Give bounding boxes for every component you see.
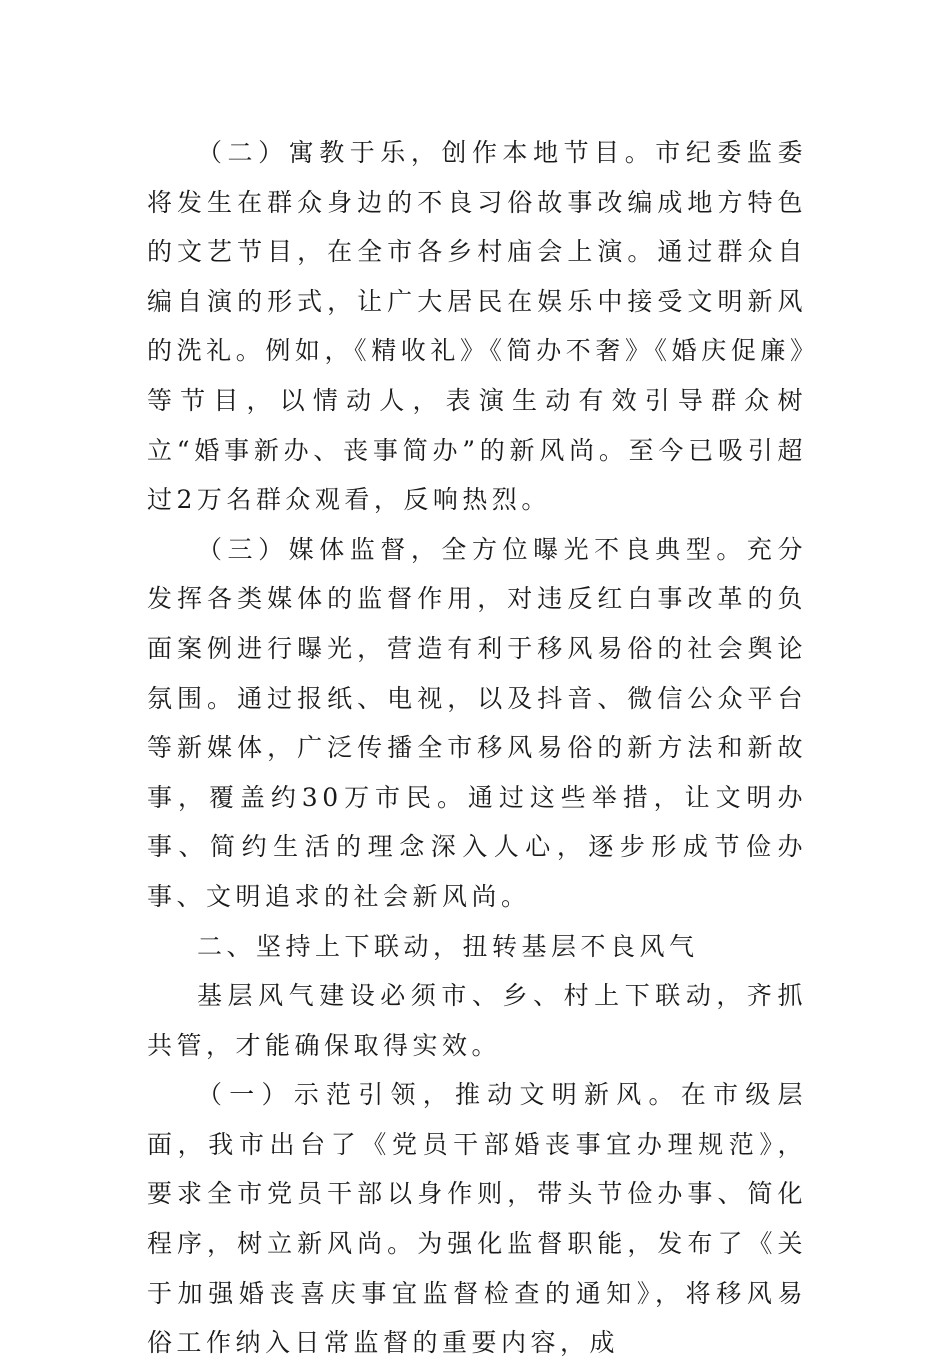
- section-heading: 二、坚持上下联动，扭转基层不良风气: [197, 931, 699, 961]
- paragraph-section-intro: 基层风气建设必须市、乡、村上下联动，齐抓共管，才能确保取得实效。: [147, 981, 807, 1060]
- paragraph-entertainment-programs: （二）寓教于乐，创作本地节目。市纪委监委将发生在群众身边的不良习俗故事改编成地方特色的文艺节目，在全市各乡村庙会上演。通过群众自编自演的形式，让广大居民在娱乐中接受文明新风的洗礼。例如，《精收礼》《简办不奢》《婚庆促廉》等节目，以情动人，表演生动有效引导群众树立“婚事新办、丧事简办”的新风尚。至今已吸引超过2万名群众观看，反响热烈。: [147, 138, 807, 515]
- document-body: [147, 128, 807, 1368]
- paragraph-demonstration: （一）示范引领，推动文明新风。在市级层面，我市出台了《党员干部婚丧事宜办理规范》，要求全市党员干部以身作则，带头节俭办事、简化程序，树立新风尚。为强化监督职能，发布了《关于加强婚丧喜庆事宜监督检查的通知》，将移风易俗工作纳入日常监督的重要内容，成: [147, 1080, 807, 1358]
- paragraph-media-supervision: （三）媒体监督，全方位曝光不良典型。充分发挥各类媒体的监督作用，对违反红白事改革的负面案例进行曝光，营造有利于移风易俗的社会舆论氛围。通过报纸、电视，以及抖音、微信公众平台等新媒体，广泛传播全市移风易俗的新方法和新故事，覆盖约30万市民。通过这些举措，让文明办事、简约生活的理念深入人心，逐步形成节俭办事、文明追求的社会新风尚。: [147, 534, 807, 911]
